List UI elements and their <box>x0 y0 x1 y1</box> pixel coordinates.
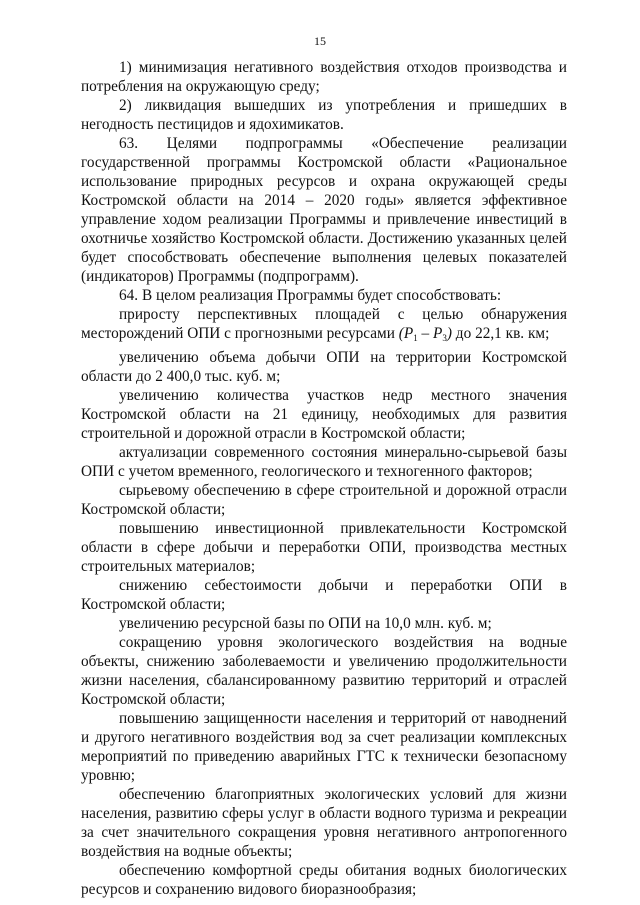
paragraph-investment: повышению инвестиционной привлекательности Костромской области в сфере добычи и переработки ОПИ, производства местных строительных материалов; <box>81 520 567 575</box>
paragraph-63-goals: 63. Целями подпрограммы «Обеспечение реализации государственной программы Костромской области «Рациональное использование природных ресурсов и охрана окружающей среды Костромской области на 2014 – 2020 годы» является эффективное управление ходом реализации Программы и привлечение инвестиций в охотничье хозяйство Костромской области. Достижению указанных целей будет способствовать обеспечение выполнения целевых показателей (индикаторов) Программы (подпрограмм). <box>81 135 567 285</box>
paragraph-cost-reduction: снижению себестоимости добычи и переработки ОПИ в Костромской области; <box>81 577 567 613</box>
paragraph-mining-volume: увеличению объема добычи ОПИ на территории Костромской области до 2 400,0 тыс. куб. м; <box>81 349 567 385</box>
paragraph-2: 2) ликвидация вышедших из употребления и пришедших в негодность пестицидов и ядохимикатов. <box>81 97 567 133</box>
formula-p3: P <box>433 325 443 342</box>
paragraph-resource-base: увеличению ресурсной базы по ОПИ на 10,0 млн. куб. м; <box>119 615 492 632</box>
paragraph-area-growth <box>81 305 567 348</box>
paragraph-water-impact: сокращению уровня экологического воздействия на водные объекты, снижению заболеваемости и увеличению продолжительности жизни населения, сбалансированному развитию территорий и отраслей Костромской области; <box>81 634 567 708</box>
paragraph-1: 1) минимизация негативного воздействия отходов производства и потребления на окружающую среду; <box>81 59 567 95</box>
paragraph-biodiversity: обеспечению комфортной среды обитания водных биологических ресурсов и сохранению видового биоразнообразия; <box>81 862 567 898</box>
paragraph-mineral-base: актуализации современного состояния минерально-сырьевой базы ОПИ с учетом временного, геологического и техногенного факторов; <box>81 444 567 480</box>
area-growth-text-end: до 22,1 кв. км; <box>451 325 550 342</box>
resources-formula <box>399 325 452 342</box>
formula-open-paren: ( <box>398 325 404 342</box>
page-number: 15 <box>314 34 326 48</box>
formula-sub-3: 3 <box>442 333 447 343</box>
paragraph-subsoil-sites: увеличению количества участков недр местного значения Костромской области на 21 единицу, необходимых для развития строительной и дорожной отрасли в Костромской области; <box>81 387 567 442</box>
paragraph-ecology: обеспечению благоприятных экологических условий для жизни населения, развитию сферы услуг в области водного туризма и рекреации за счет значительного сокращения уровня негативного антропогенного воздействия на водные объекты; <box>81 786 567 860</box>
paragraph-flood-protection: повышению защищенности населения и территорий от наводнений и другого негативного воздействия вод за счет реализации комплексных мероприятий по приведению аварийных ГТС к технически безопасному уровню; <box>81 710 567 784</box>
body-text <box>81 58 567 899</box>
paragraph-raw-supply: сырьевому обеспечению в сфере строительной и дорожной отрасли Костромской области; <box>81 482 567 518</box>
formula-sub-1: 1 <box>413 333 418 343</box>
formula-dash: – <box>417 325 434 342</box>
formula-close-paren: ) <box>446 325 452 342</box>
paragraph-64-intro: 64. В целом реализация Программы будет способствовать: <box>119 287 502 304</box>
area-growth-text-start: приросту перспективных площадей с целью обнаружения месторождений ОПИ с прогнозными ресурсами <box>81 306 567 342</box>
formula-p1: P <box>403 325 414 342</box>
